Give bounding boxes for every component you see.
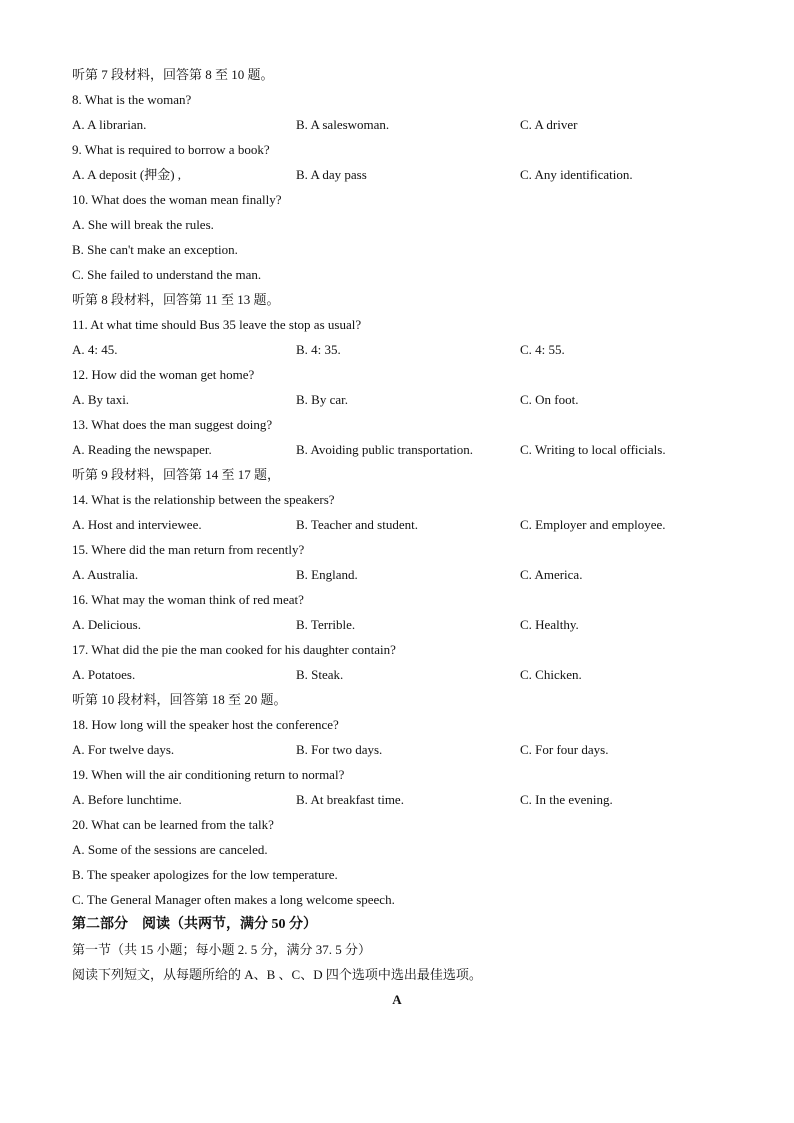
section-heading: 第二部分 阅读（共两节，满分 50 分） bbox=[72, 917, 317, 932]
option-c: C. For four days. bbox=[520, 742, 609, 757]
option-c: C. Chicken. bbox=[520, 667, 582, 682]
option-a: A. Reading the newspaper. bbox=[72, 442, 212, 457]
option-a: A. For twelve days. bbox=[72, 742, 175, 757]
options-row bbox=[72, 562, 722, 587]
options-row bbox=[72, 612, 722, 637]
option-c: C. Any identification. bbox=[520, 167, 633, 182]
question-line: B. The speaker apologizes for the low temperature. bbox=[72, 867, 338, 882]
option-c: C. Writing to local officials. bbox=[520, 442, 666, 457]
question-line: 18. How long will the speaker host the conference? bbox=[72, 717, 339, 732]
question-line: B. She can't make an exception. bbox=[72, 242, 238, 257]
question-line: 15. Where did the man return from recently? bbox=[72, 542, 305, 557]
question-line: A. Some of the sessions are canceled. bbox=[72, 842, 268, 857]
option-c: C. A driver bbox=[520, 117, 578, 132]
instruction-line: 听第 7 段材料，回答第 8 至 10 题。 bbox=[72, 67, 274, 82]
question-line: 17. What did the pie the man cooked for his daughter contain? bbox=[72, 642, 396, 657]
question-line: 13. What does the man suggest doing? bbox=[72, 417, 273, 432]
options-row bbox=[72, 737, 722, 762]
question-line: 11. At what time should Bus 35 leave the stop as usual? bbox=[72, 317, 362, 332]
option-b: B. For two days. bbox=[296, 742, 383, 757]
options-row bbox=[72, 112, 722, 137]
options-row bbox=[72, 437, 722, 462]
options-row bbox=[72, 337, 722, 362]
question-line: 8. What is the woman? bbox=[72, 92, 192, 107]
question-line: C. She failed to understand the man. bbox=[72, 267, 262, 282]
instruction-line: 听第 9 段材料，回答第 14 至 17 题， bbox=[72, 467, 281, 482]
question-line: 14. What is the relationship between the speakers? bbox=[72, 492, 335, 507]
option-b: B. A saleswoman. bbox=[296, 117, 390, 132]
question-line: 19. When will the air conditioning return to normal? bbox=[72, 767, 345, 782]
option-a: A. A librarian. bbox=[72, 117, 147, 132]
option-b: B. Avoiding public transportation. bbox=[296, 442, 474, 457]
option-c: C. 4: 55. bbox=[520, 342, 565, 357]
question-line: 16. What may the woman think of red meat? bbox=[72, 592, 304, 607]
option-b: B. By car. bbox=[296, 392, 348, 407]
option-c: C. Healthy. bbox=[520, 617, 579, 632]
option-b: B. England. bbox=[296, 567, 358, 582]
option-b: B. Terrible. bbox=[296, 617, 356, 632]
instruction-line: 听第 10 段材料，回答第 18 至 20 题。 bbox=[72, 692, 287, 707]
option-c: C. In the evening. bbox=[520, 792, 613, 807]
passage-label: A bbox=[392, 992, 402, 1007]
options-row bbox=[72, 662, 722, 687]
option-a: A. A deposit (押金) , bbox=[72, 167, 182, 182]
question-line: 20. What can be learned from the talk? bbox=[72, 817, 274, 832]
question-line: A. She will break the rules. bbox=[72, 217, 214, 232]
option-b: B. Steak. bbox=[296, 667, 344, 682]
option-b: B. Teacher and student. bbox=[296, 517, 418, 532]
option-a: A. Host and interviewee. bbox=[72, 517, 202, 532]
instruction-line: 第一节（共 15 小题；每小题 2. 5 分，满分 37. 5 分） bbox=[72, 942, 372, 957]
option-a: A. By taxi. bbox=[72, 392, 130, 407]
option-c: C. On foot. bbox=[520, 392, 579, 407]
option-b: B. A day pass bbox=[296, 167, 367, 182]
option-b: B. At breakfast time. bbox=[296, 792, 404, 807]
option-a: A. Delicious. bbox=[72, 617, 141, 632]
exam-content bbox=[72, 62, 722, 1012]
question-line: 12. How did the woman get home? bbox=[72, 367, 255, 382]
question-line: 10. What does the woman mean finally? bbox=[72, 192, 282, 207]
question-line: C. The General Manager often makes a long welcome speech. bbox=[72, 892, 395, 907]
instruction-line: 阅读下列短文，从每题所给的 A、B 、C、D 四个选项中选出最佳选项。 bbox=[72, 967, 482, 982]
option-c: C. Employer and employee. bbox=[520, 517, 666, 532]
option-a: A. Australia. bbox=[72, 567, 139, 582]
options-row bbox=[72, 162, 722, 187]
option-a: A. Potatoes. bbox=[72, 667, 136, 682]
question-line: 9. What is required to borrow a book? bbox=[72, 142, 270, 157]
option-a: A. Before lunchtime. bbox=[72, 792, 182, 807]
option-c: C. America. bbox=[520, 567, 583, 582]
options-row bbox=[72, 512, 722, 537]
options-row bbox=[72, 787, 722, 812]
option-a: A. 4: 45. bbox=[72, 342, 118, 357]
instruction-line: 听第 8 段材料，回答第 11 至 13 题。 bbox=[72, 292, 280, 307]
options-row bbox=[72, 387, 722, 412]
option-b: B. 4: 35. bbox=[296, 342, 341, 357]
